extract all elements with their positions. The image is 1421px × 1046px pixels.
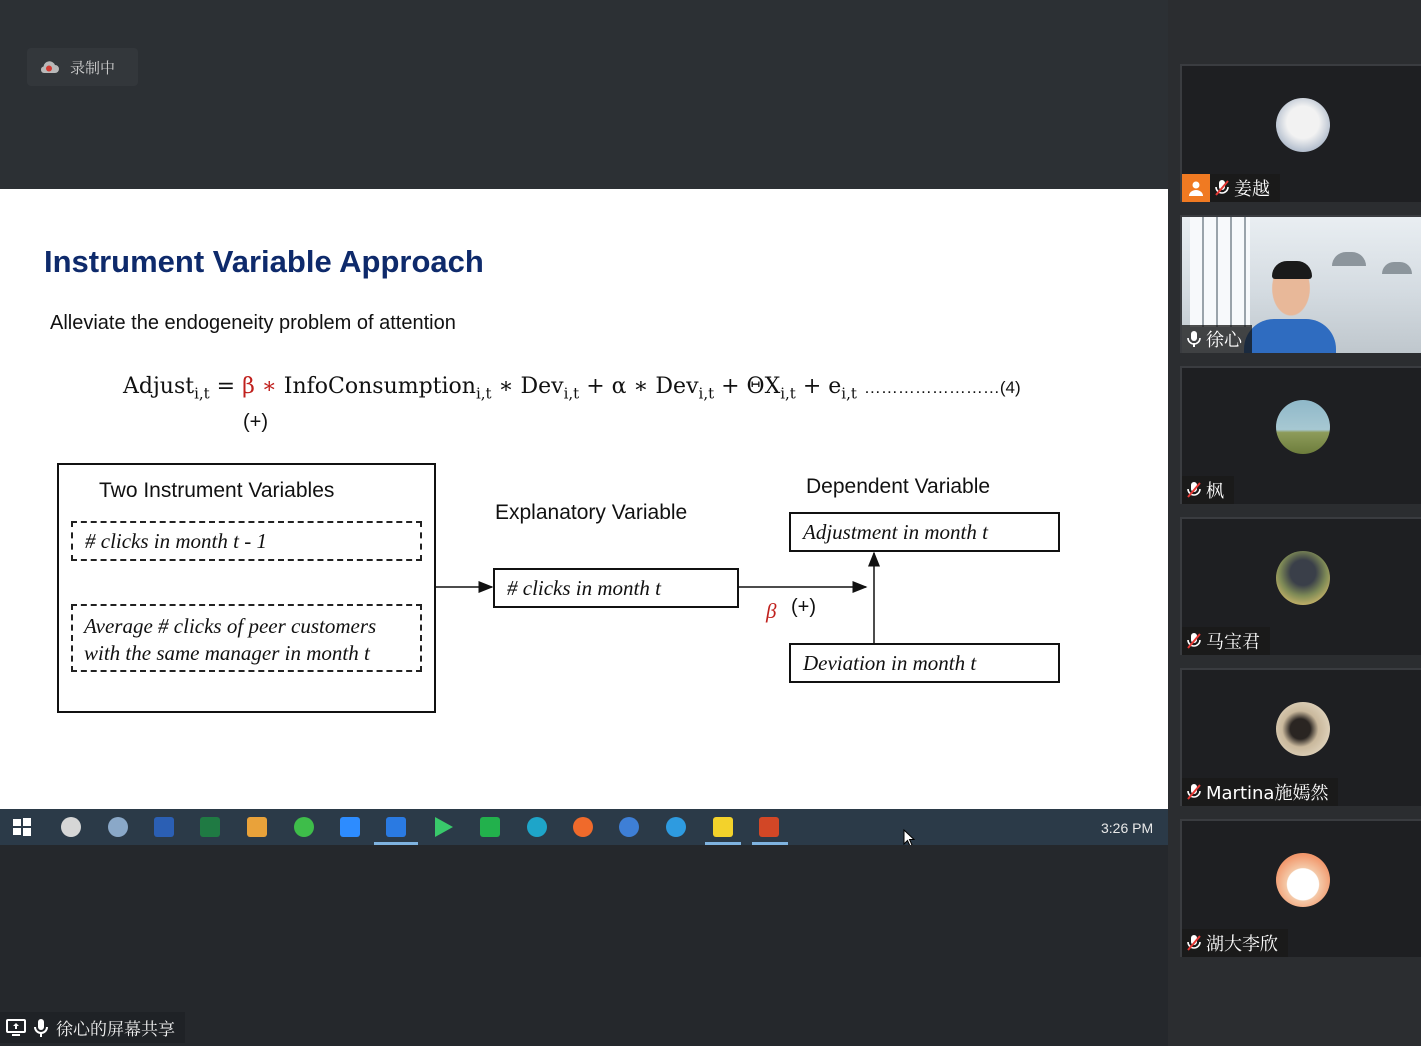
muted-mic-icon — [1182, 627, 1206, 655]
avatar — [1276, 551, 1330, 605]
dependent-text: Adjustment in month t — [803, 520, 988, 544]
muted-mic-icon — [1210, 174, 1234, 202]
eq-theta: + ΘX — [714, 374, 781, 399]
eq-sub: i,t — [475, 384, 492, 403]
recording-indicator[interactable] — [27, 48, 138, 86]
eq-dev: ∗ Dev — [491, 374, 564, 399]
ie-icon[interactable] — [666, 817, 686, 837]
eq-adjust: Adjust — [123, 374, 195, 399]
video-person-shirt — [1244, 319, 1336, 353]
diagram-beta: β — [766, 599, 777, 623]
muted-mic-icon — [1182, 476, 1206, 504]
outlook-icon[interactable] — [247, 817, 267, 837]
muted-mic-icon — [1182, 778, 1206, 806]
recording-label: 录制中 — [70, 58, 116, 77]
participant-tile[interactable] — [1180, 668, 1421, 806]
screen-share-label[interactable] — [0, 1012, 185, 1043]
participant-name: 湖大李欣 — [1206, 934, 1278, 955]
video-lamp — [1382, 262, 1412, 274]
eq-error: + e — [795, 374, 842, 399]
microphone-icon — [32, 1018, 50, 1038]
eq-sub: i,t — [563, 384, 580, 403]
explanatory-text: # clicks in month t — [507, 576, 661, 600]
deviation-text: Deviation in month t — [803, 651, 977, 675]
avatar — [1276, 702, 1330, 756]
eq-beta: β — [242, 374, 255, 399]
sticky-notes-icon[interactable] — [713, 817, 733, 837]
participant-tile[interactable] — [1180, 819, 1421, 957]
cloud-recording-icon — [38, 59, 60, 75]
network-app-icon[interactable] — [108, 817, 128, 837]
slide-subtitle: Alleviate the endogeneity problem of attention — [50, 312, 456, 334]
screen-share-text: 徐心的屏幕共享 — [56, 1020, 175, 1040]
mic-icon — [1182, 325, 1206, 353]
participant-name: Martina施嫣然 — [1206, 783, 1329, 804]
iv-header: Two Instrument Variables — [99, 479, 335, 502]
iqiyi-icon[interactable] — [480, 817, 500, 837]
participant-tile[interactable] — [1180, 64, 1421, 202]
browser-s-icon[interactable] — [619, 817, 639, 837]
slide-title: Instrument Variable Approach — [44, 244, 484, 279]
clock-app-icon[interactable] — [61, 817, 81, 837]
iv1-text: # clicks in month t - 1 — [85, 529, 267, 553]
video-person-hair — [1272, 261, 1312, 279]
eq-info: InfoConsumption — [283, 374, 476, 399]
edge-icon[interactable] — [527, 817, 547, 837]
beta-sign-label: (+) — [243, 411, 268, 433]
diagram-beta-sign: (+) — [791, 596, 816, 618]
participant-name: 马宝君 — [1206, 632, 1260, 653]
diagram-arrows — [0, 189, 1168, 809]
eq-sub: i,t — [698, 384, 715, 403]
taskbar-clock[interactable]: 3:26 PM — [1101, 820, 1154, 836]
participant-name-tag — [1182, 476, 1234, 504]
windows-taskbar — [0, 809, 1168, 845]
video-player-icon[interactable] — [433, 817, 453, 837]
tencent-meeting-icon[interactable] — [386, 817, 406, 837]
windows-start-icon[interactable] — [12, 817, 32, 837]
eq-sub: i,t — [194, 384, 210, 403]
excel-icon[interactable] — [200, 817, 220, 837]
shared-slide — [0, 189, 1168, 809]
video-lamp — [1332, 252, 1366, 266]
participant-name: 徐心 — [1206, 330, 1242, 351]
participant-gallery — [1168, 0, 1421, 1046]
eq-star: ∗ — [254, 374, 284, 399]
eq-number: ……………………(4) — [863, 378, 1021, 397]
participant-name-tag — [1182, 929, 1288, 957]
participant-name: 枫 — [1206, 481, 1224, 502]
word-icon[interactable] — [154, 817, 174, 837]
host-badge-icon — [1182, 174, 1210, 202]
avatar — [1276, 853, 1330, 907]
wechat-icon[interactable] — [294, 817, 314, 837]
powerpoint-icon[interactable] — [759, 817, 779, 837]
iv2-line1: Average # clicks of peer customers — [84, 614, 377, 638]
participant-name: 姜越 — [1234, 179, 1270, 200]
avatar — [1276, 98, 1330, 152]
firefox-icon[interactable] — [573, 817, 593, 837]
iv2-line2: with the same manager in month t — [84, 641, 370, 665]
participant-tile[interactable] — [1180, 366, 1421, 504]
screen-share-icon — [6, 1019, 26, 1037]
muted-mic-icon — [1182, 929, 1206, 957]
eq-alpha: + α ∗ Dev — [579, 374, 699, 399]
eq-equals: = — [209, 374, 243, 399]
participant-name-tag — [1182, 778, 1338, 806]
meeting-top-area — [0, 0, 1168, 189]
participant-name-tag — [1182, 627, 1270, 655]
dependent-header: Dependent Variable — [806, 475, 991, 498]
participant-tile-video[interactable] — [1180, 215, 1421, 353]
avatar — [1276, 400, 1330, 454]
zoom-icon[interactable] — [340, 817, 360, 837]
participant-name-tag — [1182, 325, 1252, 353]
participant-tile[interactable] — [1180, 517, 1421, 655]
video-background-window — [1190, 217, 1250, 327]
explanatory-header: Explanatory Variable — [495, 501, 688, 524]
participant-name-tag — [1182, 174, 1280, 202]
eq-sub: i,t — [780, 384, 796, 403]
eq-sub: i,t — [841, 384, 857, 403]
